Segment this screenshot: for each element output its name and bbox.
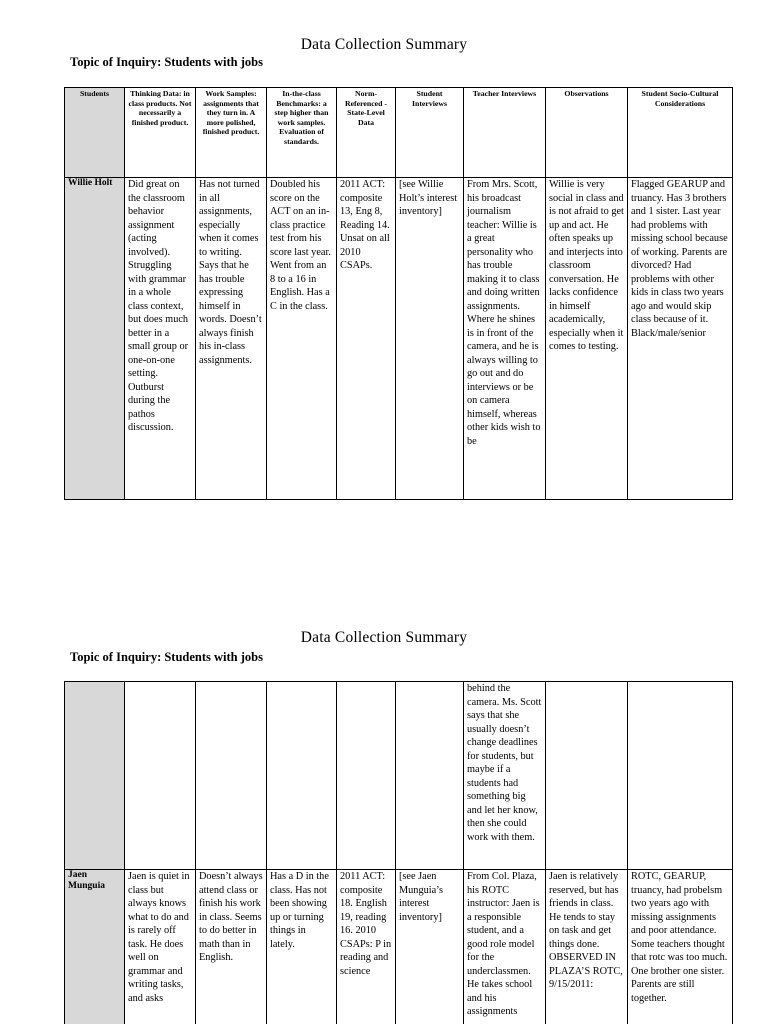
table-row: [65, 178, 733, 500]
norm-referenced-cell: 2011 ACT: composite 18. English 19, reading 16. 2010 CSAPs: P in reading and science: [337, 870, 396, 1024]
header-observations: Observations: [546, 88, 628, 178]
benchmarks-cell: Has a D in the class. Has not been showing up or turning things in lately.: [267, 870, 337, 1024]
work-samples-cell: Has not turned in all assignments, especially when it comes to writing. Says that he has trouble expressing himself in words. Doesn’t always finish his in-class assignments.: [196, 178, 267, 500]
empty-cell: [628, 682, 733, 870]
empty-cell: [546, 682, 628, 870]
topic-of-inquiry: Topic of Inquiry: Students with jobs: [70, 650, 263, 664]
empty-cell: [337, 682, 396, 870]
empty-cell: [125, 682, 196, 870]
empty-cell: [196, 682, 267, 870]
thinking-data-cell: Did great on the classroom behavior assignment (acting involved). Struggling with grammar in a whole class context, but does much better in a small group or one-on-one setting. Outburst during the pathos discussion.: [125, 178, 196, 500]
student-cell: [65, 870, 125, 1024]
header-socio-cultural: Student Socio-Cultural Considerations: [628, 88, 733, 178]
header-row: [65, 88, 733, 178]
data-collection-table: [64, 681, 733, 1024]
header-students: Students: [65, 88, 125, 178]
student-interviews-cell: [see Jaen Munguia’s interest inventory]: [396, 870, 464, 1024]
header-student-interviews: Student Interviews: [396, 88, 464, 178]
thinking-data-cell: Jaen is quiet in class but always knows what to do and is rarely off task. He does well on grammar and writing tasks, and asks: [125, 870, 196, 1024]
header-teacher-interviews: Teacher Interviews: [464, 88, 546, 178]
socio-cultural-cell: ROTC, GEARUP, truancy, had probelsm two years ago with missing assignments and poor attendance. Some teachers thought that rotc was too much. One brother one sister. Parents are still together.: [628, 870, 733, 1024]
work-samples-cell: Doesn’t always attend class or finish his work in class. Seems to do better in math than in English.: [196, 870, 267, 1024]
header-benchmarks: In-the-class Benchmarks: a step higher than work samples. Evaluation of standards.: [267, 88, 337, 178]
empty-cell: [396, 682, 464, 870]
page-title: Data Collection Summary: [300, 36, 468, 53]
teacher-interviews-cell: From Mrs. Scott, his broadcast journalism teacher: Willie is a great personality who has trouble making it to class and doing written assignments. Where he shines is in front of the camera, and he is always willing to go out and do interviews or be on camera himself, whereas other kids wish to be: [464, 178, 546, 500]
teacher-interviews-continued-cell: behind the camera. Ms. Scott says that she usually doesn’t change deadlines for students, but maybe if a students had something big and let her know, then she could work with them.: [464, 682, 546, 870]
continued-row: [65, 682, 733, 870]
header-norm-referenced: Norm-Referenced - State-Level Data: [337, 88, 396, 178]
norm-referenced-cell: 2011 ACT: composite 13, Eng 8, Reading 14. Unsat on all 2010 CSAPs.: [337, 178, 396, 500]
student-cell-empty: [65, 682, 125, 870]
student-name: Jaen Munguia: [68, 870, 105, 891]
socio-cultural-cell: Flagged GEARUP and truancy. Has 3 brothers and 1 sister. Last year had problems with missing school because of working. Parents are divorced? Had problems with other kids in class two years ago and would skip class because of it. Black/male/senior: [628, 178, 733, 500]
student-interviews-cell: [see Willie Holt’s interest inventory]: [396, 178, 464, 500]
benchmarks-cell: Doubled his score on the ACT on an in-class practice test from his score last year. Went from an 8 to a 16 in English. Has a C in the class.: [267, 178, 337, 500]
student-cell: [65, 178, 125, 500]
empty-cell: [267, 682, 337, 870]
data-collection-table: [64, 87, 733, 500]
observations-cell: Jaen is relatively reserved, but has friends in class. He tends to stay on task and get things done. OBSERVED IN PLAZA’S ROTC, 9/15/2011:: [546, 870, 628, 1024]
topic-of-inquiry: Topic of Inquiry: Students with jobs: [70, 55, 263, 69]
page-title: Data Collection Summary: [300, 629, 468, 646]
header-thinking-data: Thinking Data: in class products. Not necessarily a finished product.: [125, 88, 196, 178]
document-page-2: [0, 594, 768, 1024]
table-row: [65, 870, 733, 1024]
teacher-interviews-cell: From Col. Plaza, his ROTC instructor: Jaen is a responsible student, and a good role model for the underclassmen. He takes school and his assignments: [464, 870, 546, 1024]
observations-cell: Willie is very social in class and is not afraid to get up and act. He often speaks up and interjects into classroom conversation. He lacks confidence in himself academically, especially when it comes to testing.: [546, 178, 628, 500]
student-name: Willie Holt: [68, 178, 113, 188]
header-work-samples: Work Samples: assignments that they turn in. A more polished, finished product.: [196, 88, 267, 178]
